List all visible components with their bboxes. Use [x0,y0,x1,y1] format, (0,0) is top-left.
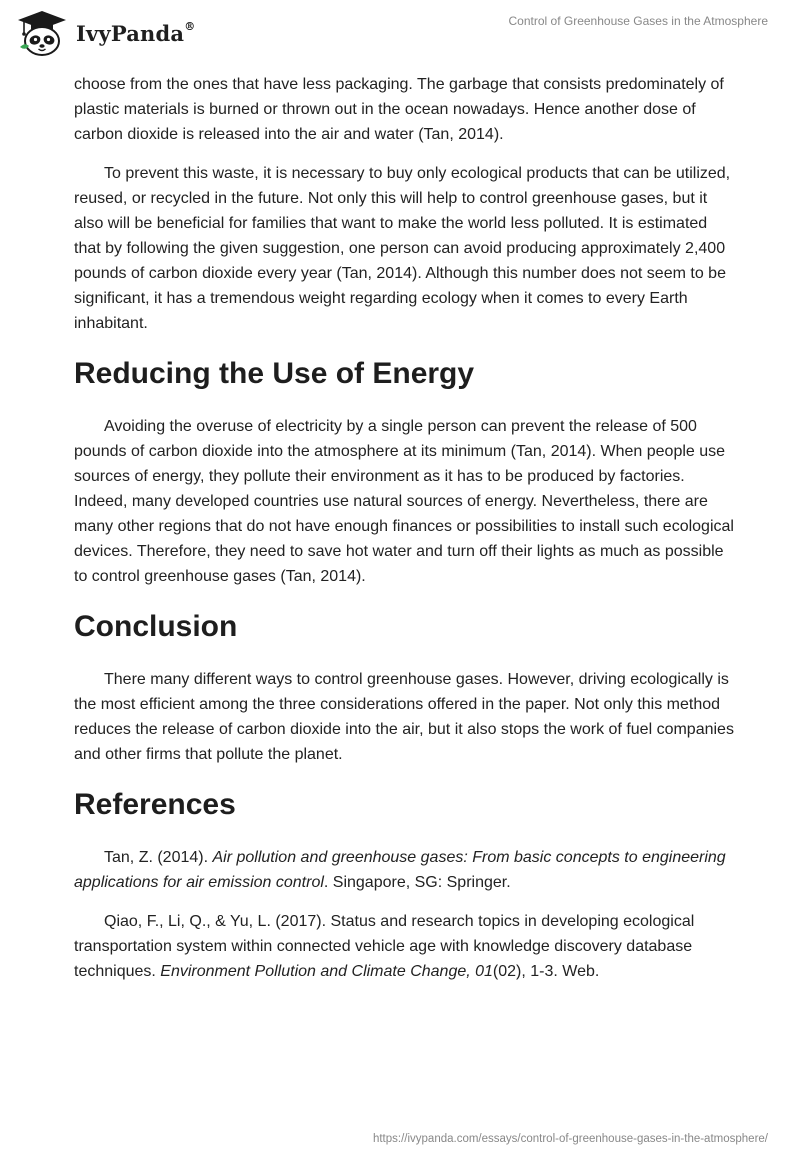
paragraph-waste: To prevent this waste, it is necessary to buy only ecological products that can be utilized, reused, or recycled in the future. Not only this will help to control greenhouse gases, but it also will be beneficial for families that want to make the world less polluted. It is estimated that by following the given suggestion, one person can avoid producing approximately 2,400 pounds of carbon dioxide every year (Tan, 2014). Although this number does not seem to be significant, it has a tremendous weight regarding ecology when it comes to every Earth inhabitant. [74,165,731,332]
page-header [0,0,800,66]
panda-graduate-icon [16,9,68,57]
essay-content [74,72,734,998]
document-title: Control of Greenhouse Gases in the Atmosphere [508,14,768,28]
paragraph-packaging: choose from the ones that have less packaging. The garbage that consists predominately of plastic materials is burned or thrown out in the ocean nowadays. Hence another dose of carbon dioxide is released into the air and water (Tan, 2014). [74,76,724,143]
logo-wordmark: IvyPanda® [76,19,196,46]
footer-source-url[interactable]: https://ivypanda.com/essays/control-of-greenhouse-gases-in-the-atmosphere/ [372,1133,768,1145]
paragraph-energy: Avoiding the overuse of electricity by a single person can prevent the release of 500 pounds of carbon dioxide into the atmosphere at its minimum (Tan, 2014). When people use sources of energy, they pollute their environment as it has to be produced by factories. Indeed, many developed countries use natural sources of energy. Nevertheless, there are many other regions that do not have enough finances or possibilities to install such ecological devices. Therefore, they need to save hot water and turn off their lights as much as possible to control greenhouse gases (Tan, 2014). [74,418,734,585]
heading-references: References [74,788,236,821]
reference-qiao-2017: Qiao, F., Li, Q., & Yu, L. (2017). Status and research topics in developing ecological transportation system within connected vehicle age with knowledge discovery database techniques. Environment Pollution and Climate Change, 01(02), 1-3. Web. [74,913,695,980]
reference-tan-2014: Tan, Z. (2014). Air pollution and greenhouse gases: From basic concepts to engineering applications for air emission control. Singapore, SG: Springer. [74,849,726,891]
heading-conclusion: Conclusion [74,610,238,643]
heading-reducing-energy: Reducing the Use of Energy [74,357,475,390]
paragraph-conclusion: There many different ways to control greenhouse gases. However, driving ecologically is the most efficient among the three considerations offered in the paper. Not only this method reduces the release of carbon dioxide into the air, but it also stops the work of fuel companies and other firms that pollute the planet. [74,671,734,763]
ivypanda-logo[interactable] [16,9,195,57]
